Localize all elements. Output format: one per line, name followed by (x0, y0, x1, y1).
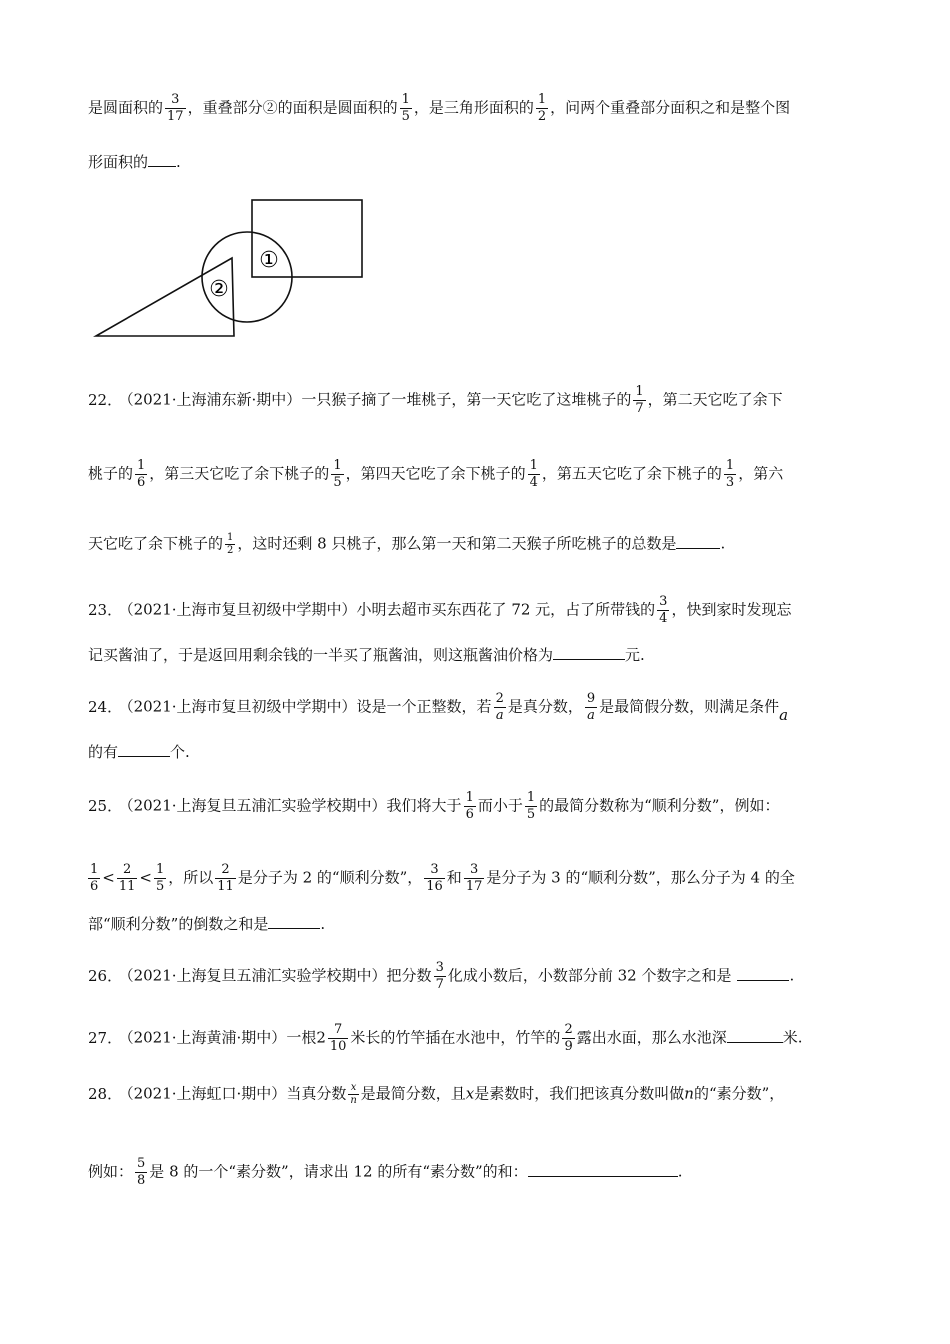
geometry-figure (92, 196, 372, 344)
text: 元. (625, 646, 645, 664)
text: ，这时还剩 8 只桃子，那么第一天和第二天猴子所吃桃子的总数是 (237, 534, 677, 553)
fraction (657, 594, 669, 627)
numerator: 1 (227, 532, 234, 543)
question-number: 25． (88, 796, 123, 815)
numerator: 2 (495, 691, 504, 706)
denominator: 11 (217, 879, 234, 894)
text: . (677, 1162, 683, 1181)
fraction (400, 92, 412, 125)
answer-blank[interactable] (676, 534, 720, 549)
q22-line-3 (88, 532, 725, 557)
denominator: n (350, 1095, 357, 1106)
denominator: a (587, 708, 595, 723)
question-number: 24． (88, 697, 123, 716)
denominator: 6 (90, 879, 99, 894)
numerator: x (348, 1082, 358, 1095)
text: 而小于 (477, 796, 523, 815)
fraction (424, 862, 445, 895)
text: 部“顺利分数”的倒数之和是 (88, 915, 269, 933)
q23-line-2 (88, 645, 645, 665)
denominator: 5 (155, 879, 165, 894)
q24-line-2 (88, 742, 190, 762)
text: 例如： (88, 1162, 134, 1181)
fraction (135, 458, 147, 491)
denominator: 9 (564, 1039, 573, 1054)
question-source: （2021·上海复旦五浦汇实验学校期中） (126, 796, 387, 815)
question-number: 27． (88, 1028, 123, 1047)
numerator: 1 (401, 92, 410, 107)
text: ，问两个重叠部分面积之和是整个图 (550, 98, 791, 117)
text: . (720, 534, 726, 553)
denominator: 6 (137, 475, 146, 490)
numerator: 1 (526, 790, 536, 805)
text: 个. (170, 743, 190, 761)
fraction (331, 458, 343, 491)
question-number: 23． (88, 600, 123, 619)
text: 我们将大于 (386, 796, 462, 815)
answer-blank[interactable] (553, 645, 625, 660)
denominator: 10 (329, 1039, 347, 1054)
fraction (562, 1022, 574, 1055)
question-source: （2021·上海复旦五浦汇实验学校期中） (126, 966, 387, 985)
q25-line-2 (86, 862, 795, 895)
question-source: （2021·上海虹口·期中） (126, 1084, 287, 1103)
text: ，所以 (168, 868, 214, 887)
denominator: 5 (401, 109, 410, 124)
fraction (536, 92, 548, 125)
denominator: 16 (426, 879, 443, 894)
numerator: 1 (137, 458, 146, 473)
q22-line-1 (88, 384, 783, 417)
numerator: 1 (537, 92, 547, 107)
text: 一根 (286, 1028, 317, 1047)
q26-line-1 (88, 960, 794, 993)
text: 米长的竹竿插在水池中，竹竿的 (350, 1028, 561, 1047)
fraction (154, 862, 166, 895)
fraction (225, 532, 235, 557)
mixed-number (316, 1022, 350, 1055)
text: 是素数时，我们把该真分数叫做 (474, 1084, 685, 1103)
answer-blank[interactable] (737, 966, 789, 981)
fraction (328, 1022, 349, 1055)
fraction (117, 862, 138, 895)
numerator: 1 (90, 862, 99, 877)
question-number: 26． (88, 966, 123, 985)
numerator: 9 (586, 691, 596, 706)
q24-line-1 (88, 691, 788, 724)
variable-n: n (684, 1084, 694, 1103)
q25-line-1 (88, 790, 779, 823)
text: . (789, 966, 795, 985)
variable-a: a (779, 705, 789, 724)
fraction (525, 790, 537, 823)
text: ，第三天它吃了余下桃子的 (149, 464, 330, 483)
denominator: 7 (435, 977, 444, 992)
fraction (585, 691, 597, 724)
numerator: 1 (635, 384, 644, 399)
less-than-sign: < (139, 868, 152, 887)
text: ，第四天它吃了余下桃子的 (345, 464, 526, 483)
text: ，重叠部分②的面积是圆面积的 (187, 98, 398, 117)
fraction (165, 92, 186, 125)
text: 米. (782, 1028, 803, 1047)
text: 当真分数 (286, 1084, 347, 1103)
fraction (135, 1156, 147, 1189)
whole-part: 2 (316, 1028, 326, 1047)
region-label-2: ② (209, 277, 229, 302)
numerator: 5 (137, 1156, 146, 1171)
question-number: 22． (88, 390, 123, 409)
fraction (724, 458, 736, 491)
numerator: 3 (464, 862, 485, 879)
answer-blank[interactable] (118, 742, 170, 757)
numerator: 3 (659, 594, 668, 609)
text: 和 (446, 868, 462, 887)
text: ，第五天它吃了余下桃子的 (541, 464, 722, 483)
numerator: 3 (424, 862, 445, 879)
answer-blank[interactable] (148, 152, 176, 167)
text: 的有 (88, 743, 119, 761)
variable-x: x (465, 1084, 475, 1103)
text: ，第二天它吃了余下 (647, 390, 783, 409)
q27-line-1 (88, 1022, 803, 1055)
fraction (215, 862, 236, 895)
fraction (88, 862, 100, 895)
text: 化成小数后，小数部分前 32 个数字之和是 (447, 966, 732, 985)
denominator: a (495, 708, 504, 723)
text: 的“素分数”， (693, 1084, 785, 1103)
text: . (176, 153, 181, 171)
text: 露出水面，那么水池深 (576, 1028, 727, 1047)
numerator: 1 (333, 458, 342, 473)
fraction (494, 691, 506, 724)
text: 小明去超市买东西花了 72 元，占了所带钱的 (356, 600, 656, 619)
text: 桃子的 (88, 464, 134, 483)
q25-line-3 (88, 914, 325, 934)
answer-blank[interactable] (268, 914, 320, 929)
answer-blank[interactable] (727, 1028, 783, 1043)
text: ，第六 (738, 464, 784, 483)
denominator: 2 (227, 545, 234, 556)
text: 一只猴子摘了一堆桃子，第一天它吃了这堆桃子的 (301, 390, 632, 409)
denominator: 11 (118, 879, 136, 894)
less-than-sign: < (102, 868, 115, 887)
q28-line-1 (88, 1082, 784, 1107)
q21-line-1 (88, 92, 790, 125)
text: 形面积的 (88, 153, 149, 171)
text: ，快到家时发现忘 (671, 600, 792, 619)
text: 是最简假分数，则满足条件 (599, 697, 780, 716)
question-source: （2021·上海市复旦初级中学期中） (126, 697, 357, 716)
q22-line-2 (88, 458, 783, 491)
region-label-1: ① (259, 248, 279, 273)
denominator: 7 (635, 401, 644, 416)
question-number: 28． (88, 1084, 123, 1103)
text: 记买酱油了，于是返回用剩余钱的一半买了瓶酱油，则这瓶酱油价格为 (88, 646, 554, 664)
numerator: 1 (465, 790, 474, 805)
text: 天它吃了余下桃子的 (88, 534, 224, 553)
text: 把分数 (386, 966, 432, 985)
numerator: 2 (215, 862, 236, 879)
question-source: （2021·上海黄浦·期中） (126, 1028, 287, 1047)
fraction (528, 458, 540, 491)
text: 是分子为 2 的“顺利分数”， (237, 868, 423, 887)
text: 的最简分数称为“顺利分数”，例如： (539, 796, 780, 815)
fraction (464, 862, 485, 895)
denominator: 17 (465, 879, 483, 894)
numerator: 1 (155, 862, 165, 877)
text: 是 8 的一个“素分数”，请求出 12 的所有“素分数”的和： (149, 1162, 528, 1181)
fraction (464, 790, 476, 823)
numerator: 1 (725, 458, 735, 473)
denominator: 8 (137, 1173, 146, 1188)
denominator: 4 (529, 475, 538, 490)
denominator: 3 (725, 475, 735, 490)
numerator: 3 (165, 92, 186, 109)
q21-line-2 (88, 152, 181, 172)
q23-line-1 (88, 594, 791, 627)
question-source: （2021·上海市复旦初级中学期中） (126, 600, 357, 619)
denominator: 6 (465, 807, 474, 822)
denominator: 5 (333, 475, 342, 490)
fraction (633, 384, 645, 417)
text: 是最简分数，且 (360, 1084, 466, 1103)
q28-line-2 (88, 1156, 682, 1189)
numerator: 7 (328, 1022, 349, 1039)
answer-blank[interactable] (528, 1162, 678, 1177)
fraction (434, 960, 446, 993)
text: . (320, 915, 326, 933)
denominator: 5 (526, 807, 536, 822)
numerator: 3 (435, 960, 444, 975)
text: 是圆面积的 (88, 98, 164, 117)
text: 是真分数， (507, 697, 583, 716)
denominator: 4 (659, 611, 668, 626)
text: 是分子为 3 的“顺利分数”，那么分子为 4 的全 (486, 868, 795, 887)
question-source: （2021·上海浦东新·期中） (126, 390, 302, 409)
text: ，是三角形面积的 (413, 98, 534, 117)
numerator: 1 (529, 458, 538, 473)
denominator: 17 (167, 109, 184, 124)
numerator: 2 (117, 862, 138, 879)
fraction (348, 1082, 358, 1107)
denominator: 2 (537, 109, 547, 124)
text: 设是一个正整数，若 (356, 697, 492, 716)
numerator: 2 (564, 1022, 573, 1037)
